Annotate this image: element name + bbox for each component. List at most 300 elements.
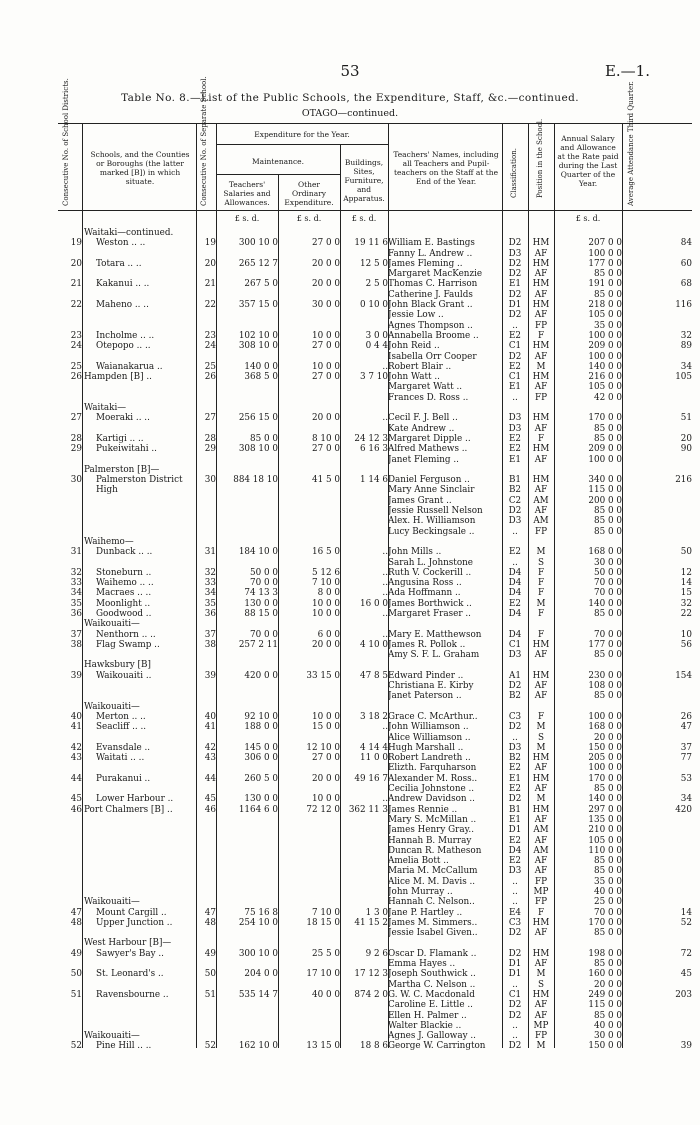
attendance: 32 xyxy=(680,330,692,341)
separate-number: 22 xyxy=(204,300,216,311)
teacher-name: G. W. C. Macdonald xyxy=(388,989,475,1000)
separate-number xyxy=(196,516,216,526)
teacher-name: Frances D. Ross .. xyxy=(388,392,469,403)
separate-number: 37 xyxy=(204,629,216,640)
teacher-name: Margaret Dipple .. xyxy=(388,433,471,444)
other-expenditure: 25 5 0 xyxy=(312,948,340,959)
classification: .. xyxy=(512,897,518,908)
district-number xyxy=(58,1000,82,1010)
teacher-salaries: 254 10 0 xyxy=(238,917,278,928)
position xyxy=(528,938,554,948)
buildings-expenditure: .. xyxy=(382,567,388,578)
teacher-name: James R. Pollok .. xyxy=(388,639,466,650)
separate-number xyxy=(196,763,216,773)
school-name: Stoneburn .. xyxy=(96,567,152,578)
buildings-expenditure xyxy=(340,537,388,547)
classification: B1 xyxy=(508,475,522,486)
buildings-expenditure xyxy=(340,249,388,259)
table-row xyxy=(58,599,692,609)
table-row xyxy=(58,743,692,753)
position: AF xyxy=(534,289,548,300)
annual-salary: 85 0 0 xyxy=(594,506,622,517)
buildings-expenditure xyxy=(340,938,388,948)
annual-salary: 140 0 0 xyxy=(588,794,622,805)
teacher-salaries xyxy=(216,836,278,846)
other-expenditure xyxy=(278,321,340,331)
teacher-name: James Grant .. xyxy=(388,495,452,506)
teacher-name: Margaret Fraser .. xyxy=(388,608,471,619)
teacher-salaries: 308 10 0 xyxy=(238,341,278,352)
separate-number xyxy=(196,928,216,938)
other-expenditure: 7 10 0 xyxy=(312,907,340,918)
attendance xyxy=(622,455,692,465)
table-row xyxy=(58,475,692,485)
position: AF xyxy=(534,351,548,362)
other-expenditure xyxy=(278,228,340,238)
district-number xyxy=(58,836,82,846)
classification: C1 xyxy=(508,341,522,352)
position: M xyxy=(536,969,546,980)
buildings-expenditure xyxy=(340,310,388,320)
classification: E1 xyxy=(508,773,522,784)
teacher-salaries xyxy=(216,393,278,403)
table-row xyxy=(58,836,692,846)
separate-number: 45 xyxy=(204,794,216,805)
attendance xyxy=(622,310,692,320)
classification: D4 xyxy=(508,567,522,578)
separate-number xyxy=(196,1000,216,1010)
position: AF xyxy=(534,485,548,496)
teacher-salaries xyxy=(216,856,278,866)
separate-number: 25 xyxy=(204,361,216,372)
buildings-expenditure: 12 5 0 xyxy=(360,258,388,269)
school-name: Incholme .. .. xyxy=(96,330,155,341)
attendance: 154 xyxy=(675,670,692,681)
position: AM xyxy=(533,825,549,836)
teacher-salaries: 257 2 11 xyxy=(238,639,278,650)
buildings-expenditure: 24 12 3 xyxy=(354,433,388,444)
classification: C2 xyxy=(508,495,522,506)
attendance xyxy=(622,784,692,794)
position: HM xyxy=(532,989,550,1000)
separate-number xyxy=(196,558,216,568)
district-number: 42 xyxy=(70,742,82,753)
units-buildings: £ s. d. xyxy=(351,214,377,223)
school-name xyxy=(82,310,196,320)
attendance: 12 xyxy=(680,567,692,578)
buildings-expenditure xyxy=(340,1021,388,1031)
classification: D2 xyxy=(508,269,522,280)
classification: E2 xyxy=(508,835,522,846)
annual-salary: 216 0 0 xyxy=(588,372,622,383)
district-number: 40 xyxy=(70,711,82,722)
teacher-salaries xyxy=(216,650,278,660)
teacher-name: Duncan R. Matheson xyxy=(388,845,482,856)
classification: C1 xyxy=(508,639,522,650)
teacher-name: Fanny L. Andrew .. xyxy=(388,248,473,259)
teacher-salaries: 74 13 3 xyxy=(244,588,278,599)
annual-salary: 110 0 0 xyxy=(588,845,622,856)
table-row xyxy=(58,846,692,856)
teacher-salaries: 70 0 0 xyxy=(250,629,278,640)
teacher-salaries xyxy=(216,846,278,856)
classification: D3 xyxy=(508,423,522,434)
teacher-salaries xyxy=(216,887,278,897)
attendance xyxy=(622,269,692,279)
school-name: Waihemo .. .. xyxy=(96,578,154,589)
header-attendance: Average Attendance Third Quarter. xyxy=(627,81,635,206)
classification: D2 xyxy=(508,1041,522,1052)
position: HM xyxy=(532,773,550,784)
annual-salary: 105 0 0 xyxy=(588,310,622,321)
school-name xyxy=(82,846,196,856)
district-number xyxy=(58,465,82,475)
separate-number: 51 xyxy=(204,989,216,1000)
district-number xyxy=(58,485,82,495)
position: M xyxy=(536,1041,546,1052)
attendance xyxy=(622,846,692,856)
district-number: 46 xyxy=(70,804,82,815)
position: HM xyxy=(532,341,550,352)
other-expenditure xyxy=(278,496,340,506)
annual-salary: 150 0 0 xyxy=(588,742,622,753)
separate-number: 49 xyxy=(204,948,216,959)
other-expenditure xyxy=(278,269,340,279)
buildings-expenditure xyxy=(340,980,388,990)
attendance xyxy=(622,496,692,506)
classification: .. xyxy=(512,732,518,743)
buildings-expenditure xyxy=(340,650,388,660)
position xyxy=(528,537,554,547)
other-expenditure xyxy=(278,928,340,938)
school-name: Waikouaiti .. xyxy=(96,670,152,681)
classification xyxy=(502,660,528,670)
teacher-name: James Borthwick .. xyxy=(388,598,472,609)
buildings-expenditure: 0 4 4 xyxy=(365,341,388,352)
buildings-expenditure: 19 11 6 xyxy=(354,238,388,249)
school-name xyxy=(82,825,196,835)
teacher-name: Ruth V. Cockerill .. xyxy=(388,567,472,578)
other-expenditure: 15 0 0 xyxy=(312,722,340,733)
school-name: Sawyer's Bay .. xyxy=(96,948,164,959)
teacher-salaries xyxy=(216,959,278,969)
table-row xyxy=(58,722,692,732)
table-row xyxy=(58,681,692,691)
table-row xyxy=(58,382,692,392)
annual-salary: 85 0 0 xyxy=(594,433,622,444)
position: AF xyxy=(534,959,548,970)
annual-salary: 100 0 0 xyxy=(588,454,622,465)
other-expenditure: 10 0 0 xyxy=(312,361,340,372)
teacher-salaries xyxy=(216,496,278,506)
teacher-salaries xyxy=(216,537,278,547)
district-number xyxy=(58,393,82,403)
other-expenditure xyxy=(278,836,340,846)
district-number: 23 xyxy=(70,330,82,341)
annual-salary: 35 0 0 xyxy=(594,320,622,331)
attendance xyxy=(622,815,692,825)
separate-number xyxy=(196,681,216,691)
district-number xyxy=(58,877,82,887)
table-row xyxy=(58,908,692,918)
separate-number: 39 xyxy=(204,670,216,681)
annual-salary xyxy=(554,660,622,670)
table-row xyxy=(58,588,692,598)
buildings-expenditure: .. xyxy=(382,578,388,589)
teacher-name: Janet Paterson .. xyxy=(388,691,462,702)
annual-salary: 85 0 0 xyxy=(594,650,622,661)
district-number xyxy=(58,702,82,712)
other-expenditure xyxy=(278,290,340,300)
table-row xyxy=(58,300,692,310)
annual-salary: 115 0 0 xyxy=(588,485,622,496)
other-expenditure xyxy=(278,424,340,434)
district-number: 21 xyxy=(70,279,82,290)
table-row xyxy=(58,938,692,948)
school-name xyxy=(82,496,196,506)
classification: B2 xyxy=(508,485,522,496)
position: AF xyxy=(534,382,548,393)
school-name xyxy=(82,321,196,331)
buildings-expenditure: 18 8 6 xyxy=(360,1041,388,1052)
position: F xyxy=(537,578,545,589)
district-number: 31 xyxy=(70,547,82,558)
teacher-salaries: 184 10 0 xyxy=(238,547,278,558)
position xyxy=(528,619,554,629)
table-row xyxy=(58,1041,692,1051)
separate-number xyxy=(196,228,216,238)
annual-salary: 100 0 0 xyxy=(588,330,622,341)
classification: D3 xyxy=(508,742,522,753)
teacher-name: Elizth. Farquharson xyxy=(388,763,477,774)
school-name xyxy=(82,1021,196,1031)
school-name xyxy=(82,516,196,526)
buildings-expenditure: .. xyxy=(382,413,388,424)
units-annual-salary: £ s. d. xyxy=(575,214,601,223)
attendance xyxy=(622,866,692,876)
buildings-expenditure xyxy=(340,877,388,887)
position: AM xyxy=(533,516,549,527)
annual-salary: 85 0 0 xyxy=(594,866,622,877)
classification xyxy=(502,228,528,238)
attendance xyxy=(622,877,692,887)
position: AF xyxy=(534,269,548,280)
teacher-salaries: 300 10 0 xyxy=(238,238,278,249)
district-number: 22 xyxy=(70,300,82,311)
other-expenditure xyxy=(278,733,340,743)
attendance xyxy=(622,1011,692,1021)
district-number: 47 xyxy=(70,907,82,918)
school-name: Kakanui .. .. xyxy=(96,279,150,290)
teacher-name xyxy=(388,228,502,238)
school-name: Weston .. .. xyxy=(96,238,146,249)
classification: D3 xyxy=(508,248,522,259)
position: AF xyxy=(534,681,548,692)
separate-number xyxy=(196,846,216,856)
teacher-name: John Murray .. xyxy=(388,887,453,897)
annual-salary: 170 0 0 xyxy=(588,413,622,424)
district-number: 43 xyxy=(70,753,82,764)
separate-number xyxy=(196,980,216,990)
other-expenditure xyxy=(278,249,340,259)
separate-number xyxy=(196,352,216,362)
annual-salary: 210 0 0 xyxy=(588,825,622,836)
attendance: 56 xyxy=(680,639,692,650)
buildings-expenditure xyxy=(340,660,388,670)
annual-salary: 85 0 0 xyxy=(594,928,622,939)
buildings-expenditure xyxy=(340,856,388,866)
teacher-name: James Henry Gray.. xyxy=(388,825,475,836)
table-row xyxy=(58,918,692,928)
attendance xyxy=(622,403,692,413)
buildings-expenditure: 4 10 0 xyxy=(360,639,388,650)
school-name: Waikouaiti— xyxy=(84,1031,140,1042)
classification: E2 xyxy=(508,598,522,609)
attendance: 68 xyxy=(680,279,692,290)
teacher-salaries: 85 0 0 xyxy=(250,433,278,444)
teacher-salaries: 308 10 0 xyxy=(238,444,278,455)
table-row xyxy=(58,619,692,629)
school-name xyxy=(82,980,196,990)
teacher-name xyxy=(388,702,502,712)
buildings-expenditure xyxy=(340,290,388,300)
district-number xyxy=(58,866,82,876)
classification: D2 xyxy=(508,506,522,517)
attendance: 51 xyxy=(680,413,692,424)
school-name: Waikouaiti— xyxy=(84,619,140,630)
position xyxy=(528,228,554,238)
other-expenditure: 10 0 0 xyxy=(312,794,340,805)
other-expenditure xyxy=(278,856,340,866)
school-name: High xyxy=(96,485,118,496)
teacher-name: George W. Carrington xyxy=(388,1041,486,1052)
separate-number xyxy=(196,959,216,969)
buildings-expenditure xyxy=(340,506,388,516)
annual-salary: 249 0 0 xyxy=(588,989,622,1000)
separate-number xyxy=(196,1011,216,1021)
separate-number: 46 xyxy=(204,804,216,815)
school-name xyxy=(82,249,196,259)
other-expenditure xyxy=(278,1021,340,1031)
classification: .. xyxy=(512,392,518,403)
position: HM xyxy=(532,258,550,269)
attendance xyxy=(622,485,692,495)
paper-code: E.—1. xyxy=(604,62,650,80)
district-number: 49 xyxy=(70,948,82,959)
classification: E1 xyxy=(508,454,522,465)
classification: D2 xyxy=(508,928,522,939)
classification: B1 xyxy=(508,804,522,815)
annual-salary: 230 0 0 xyxy=(588,670,622,681)
buildings-expenditure xyxy=(340,516,388,526)
district-number xyxy=(58,382,82,392)
header-schools: Schools, and the Counties or Boroughs (the latter marked [B]) in which situate. xyxy=(90,150,190,186)
buildings-expenditure xyxy=(340,815,388,825)
teacher-salaries xyxy=(216,660,278,670)
position: AF xyxy=(534,650,548,661)
position: HM xyxy=(532,300,550,311)
other-expenditure xyxy=(278,352,340,362)
other-expenditure xyxy=(278,763,340,773)
separate-number: 41 xyxy=(204,722,216,733)
district-number xyxy=(58,619,82,629)
teacher-name: Robert Landreth .. xyxy=(388,753,471,764)
schools-table xyxy=(58,228,692,1052)
header-bottom-rule xyxy=(58,210,692,211)
annual-salary: 85 0 0 xyxy=(594,608,622,619)
table-row xyxy=(58,794,692,804)
district-number xyxy=(58,321,82,331)
buildings-expenditure xyxy=(340,887,388,897)
teacher-salaries xyxy=(216,928,278,938)
teacher-salaries: 50 0 0 xyxy=(250,567,278,578)
position: FP xyxy=(534,526,548,537)
school-name: Dunback .. .. xyxy=(96,547,153,558)
school-name: Purakanui .. xyxy=(96,773,151,784)
teacher-name: Catherine J. Faulds xyxy=(388,289,473,300)
teacher-salaries: 140 0 0 xyxy=(244,361,278,372)
other-expenditure xyxy=(278,465,340,475)
position: HM xyxy=(532,639,550,650)
teacher-salaries: 420 0 0 xyxy=(244,670,278,681)
table-row xyxy=(58,877,692,887)
school-name: Mount Cargill .. xyxy=(96,907,167,918)
district-number xyxy=(58,980,82,990)
school-name: Waikouaiti— xyxy=(84,897,140,908)
annual-salary: 170 0 0 xyxy=(588,917,622,928)
teacher-name: Robert Blair .. xyxy=(388,361,452,372)
district-number xyxy=(58,815,82,825)
separate-number: 43 xyxy=(204,753,216,764)
teacher-salaries: 1164 6 0 xyxy=(238,804,278,815)
teacher-salaries xyxy=(216,516,278,526)
other-expenditure xyxy=(278,1011,340,1021)
table-row xyxy=(58,352,692,362)
annual-salary: 150 0 0 xyxy=(588,1041,622,1052)
attendance: 45 xyxy=(680,969,692,980)
classification: D3 xyxy=(508,516,522,527)
other-expenditure xyxy=(278,393,340,403)
school-name xyxy=(82,527,196,537)
other-expenditure: 33 15 0 xyxy=(306,670,340,681)
separate-number: 47 xyxy=(204,907,216,918)
units-other: £ s. d. xyxy=(296,214,322,223)
table-row xyxy=(58,630,692,640)
attendance xyxy=(622,702,692,712)
annual-salary: 85 0 0 xyxy=(594,423,622,434)
position: F xyxy=(537,330,545,341)
position: MP xyxy=(533,887,549,897)
other-expenditure xyxy=(278,660,340,670)
classification: .. xyxy=(512,526,518,537)
classification: C3 xyxy=(508,917,522,928)
teacher-salaries: 300 10 0 xyxy=(238,948,278,959)
teacher-name: Sarah L. Johnstone xyxy=(388,557,473,568)
other-expenditure xyxy=(278,527,340,537)
separate-number: 40 xyxy=(204,711,216,722)
teacher-salaries: 357 15 0 xyxy=(238,300,278,311)
attendance xyxy=(622,825,692,835)
school-name: Pine Hill .. .. xyxy=(96,1041,152,1052)
other-expenditure: 27 0 0 xyxy=(312,753,340,764)
district-number xyxy=(58,959,82,969)
district-number xyxy=(58,938,82,948)
school-name: Goodwood .. xyxy=(96,608,152,619)
annual-salary: 20 0 0 xyxy=(594,732,622,743)
district-number xyxy=(58,310,82,320)
position: F xyxy=(537,608,545,619)
classification xyxy=(502,465,528,475)
